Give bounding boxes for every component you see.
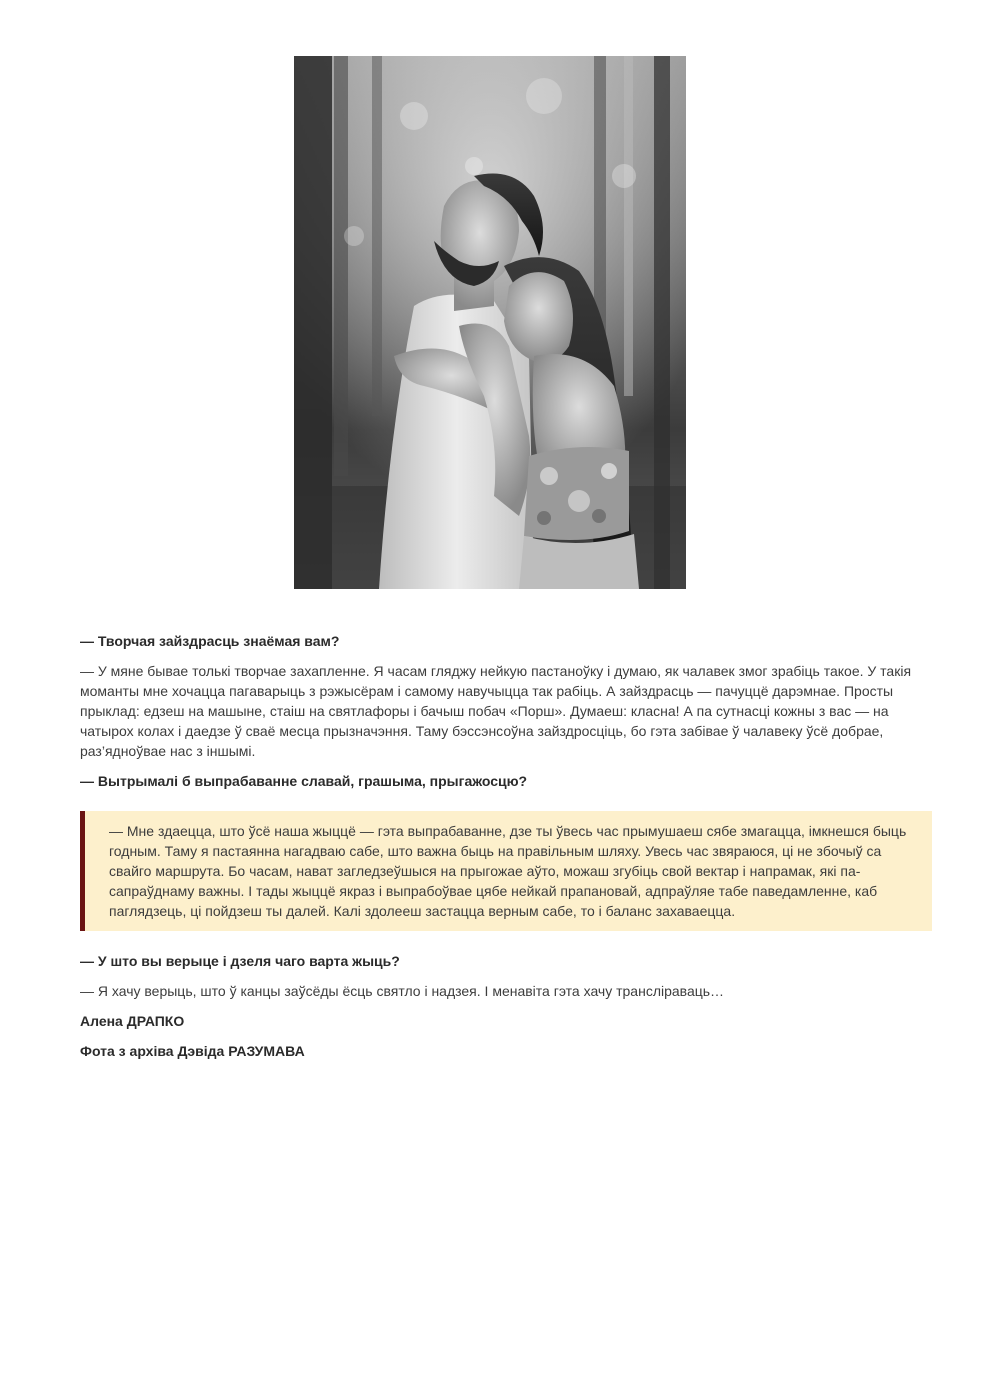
answer-2-highlight-quote	[80, 811, 932, 931]
quote-line: годным. Таму я пастаянна нагадваю сабе, што важна быць на правільным шляху. Увесь час звяраюся, ці не збочыў са	[109, 843, 882, 859]
question-1: — Творчая зайздрасць знаёмая вам?	[80, 633, 340, 649]
answer-3: — Я хачу верыць, што ў канцы заўсёды ёсць святло і надзея. І менавіта гэта хачу трансліраваць…	[80, 983, 725, 999]
author-name: Алена ДРАПКО	[80, 1013, 185, 1029]
article-photo	[294, 56, 686, 589]
answer-1-line: — У мяне бывае толькі творчае захапленне. Я часам гляджу нейкую пастаноўку і думаю, як чалавек змог зрабіць такое. У такія	[80, 663, 912, 679]
answer-1-line: чатырох колах і даедзе ў сваё месца прызначэння. Таму бэссэнсоўна зайздросціць, бо гэта забівае ў чалавеку ўсё добрае,	[80, 723, 884, 739]
answer-1-line: моманты мне хочацца пагаварыць з рэжысёрам і самому навучыцца так рабіць. А зайздрасць — пачуццё дарэмнае. Просты	[80, 683, 894, 699]
answer-1-line: прыклад: едзеш на машыне, стаіш на святлафоры і бачыш побач «Порш». Думаеш: класна! А па сутнасці кожны з вас — на	[80, 703, 889, 719]
quote-line: свайго маршрута. Бо часам, нават загледзеўшыся на прыгожае аўто, можаш згубіць свой вектар і напрамак, які па-	[109, 863, 861, 879]
photo-credit: Фота з архіва Дэвіда РАЗУМАВА	[80, 1043, 305, 1059]
couple-embrace-forest-photo-icon	[294, 56, 686, 589]
answer-1	[80, 661, 932, 761]
question-2: — Вытрымалі б выпрабаванне славай, грашыма, прыгажосцю?	[80, 773, 528, 789]
quote-line: паглядзець, ці пойдзеш ты далей. Калі здолееш застацца верным сабе, то і баланс захаваецца.	[109, 903, 736, 919]
question-3: — У што вы верыце і дзеля чаго варта жыць?	[80, 953, 400, 969]
answer-1-line: раз’ядноўвае нас з іншымі.	[80, 743, 256, 759]
quote-line: сапраўднаму важны. І тады жыццё якраз і выпрабоўвае цябе нейкай прапановай, адпраўляе табе паведамленне, каб	[109, 883, 878, 899]
quote-line: — Мне здаецца, што ўсё наша жыццё — гэта выпрабаванне, дзе ты ўвесь час прымушаеш сябе змагацца, імкнешся быць	[109, 823, 907, 839]
